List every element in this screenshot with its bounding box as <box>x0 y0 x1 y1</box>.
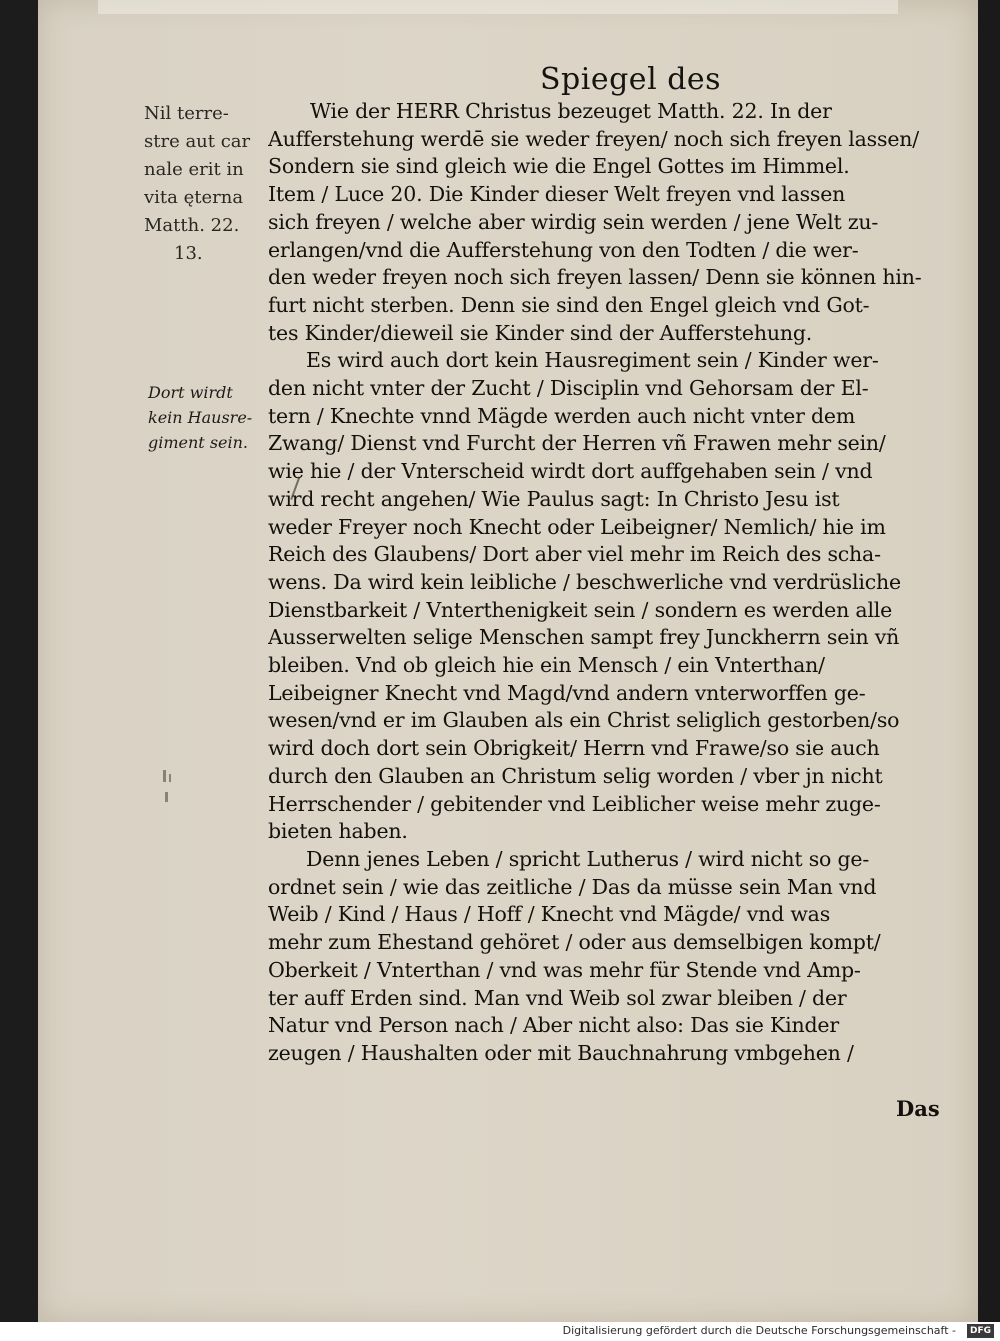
text-line: tes Kinder/dieweil sie Kinder sind der Aufferstehung. <box>268 320 813 345</box>
margin-note-line: kein Hausre- <box>148 408 253 427</box>
edge-marks <box>163 770 177 810</box>
text-line: Item / Luce 20. Die Kinder dieser Welt freyen vnd lassen <box>268 182 846 207</box>
text-line: Zwang/ Dienst vnd Furcht der Herren vñ Frawen mehr sein/ <box>268 431 886 456</box>
margin-notes <box>104 100 274 452</box>
text-line: Herrschender / gebitender vnd Leiblicher weise mehr zuge- <box>268 791 881 816</box>
text-line: Natur vnd Person nach / Aber nicht also: Das sie Kinder <box>268 1013 839 1038</box>
text-line: Dienstbarkeit / Vnterthenigkeit sein / sondern es werden alle <box>268 597 893 622</box>
text-line: wird recht angehen/ Wie Paulus sagt: In Christo Jesu ist <box>268 486 840 511</box>
text-line: den weder freyen noch sich freyen lassen/ Denn sie können hin- <box>268 265 922 290</box>
running-head: Spiegel des <box>540 62 722 97</box>
margin-note-line: Dort wirdt <box>148 383 233 402</box>
text-line: erlangen/vnd die Aufferstehung von den Todten / die wer- <box>268 237 859 262</box>
text-line: zeugen / Haushalten oder mit Bauchnahrung vmbgehen / <box>268 1040 854 1065</box>
text-line: furt nicht sterben. Denn sie sind den Engel gleich vnd Got- <box>268 292 870 317</box>
footer-bar <box>0 1322 1000 1341</box>
text-line: den nicht vnter der Zucht / Disciplin vnd Gehorsam der El- <box>268 376 869 401</box>
text-line: wens. Da wird kein leibliche / beschwerliche vnd verdrüsliche <box>268 569 901 594</box>
margin-note-german <box>148 380 278 455</box>
margin-note-line: 13. <box>174 243 203 264</box>
body-text <box>268 98 968 1068</box>
text-line: Weib / Kind / Haus / Hoff / Knecht vnd Mägde/ vnd was <box>268 902 831 927</box>
margin-note-line: Matth. 22. <box>144 215 240 236</box>
text-line: Wie der HERR Christus bezeuget Matth. 22. In der <box>310 99 832 123</box>
text-line: bieten haben. <box>268 819 408 844</box>
text-line: Sondern sie sind gleich wie die Engel Gottes im Himmel. <box>268 154 850 179</box>
text-line: durch den Glauben an Christum selig worden / vber jn nicht <box>268 763 883 788</box>
margin-note-line: stre aut car <box>144 131 251 152</box>
text-line: Es wird auch dort kein Hausregiment sein / Kinder wer- <box>306 348 879 373</box>
text-line: weder Freyer noch Knecht oder Leibeigner/ Nemlich/ hie im <box>268 514 886 539</box>
margin-note-line: vita ęterna <box>144 187 244 208</box>
text-line: tern / Knechte vnnd Mägde werden auch nicht vnter dem <box>268 403 856 428</box>
text-line: Aufferstehung werdē sie weder freyen/ noch sich freyen lassen/ <box>268 126 919 151</box>
text-line: wie hie / der Vnterscheid wirdt dort auffgehaben sein / vnd <box>268 459 873 484</box>
text-line: Oberkeit / Vnterthan / vnd was mehr für Stende vnd Amp- <box>268 957 861 982</box>
margin-note-latin <box>144 100 274 268</box>
text-line: Denn jenes Leben / spricht Lutherus / wird nicht so ge- <box>306 846 870 871</box>
text-line: wird doch dort sein Obrigkeit/ Herrn vnd Frawe/so sie auch <box>268 736 880 761</box>
footer-credit: Digitalisierung gefördert durch die Deutsche Forschungsgemeinschaft - <box>562 1324 956 1337</box>
scan-right-edge <box>978 0 1000 1322</box>
text-line: bleiben. Vnd ob gleich hie ein Mensch / ein Vnterthan/ <box>268 653 825 678</box>
catchword: Das <box>896 1096 940 1121</box>
text-line: Reich des Glaubens/ Dort aber viel mehr im Reich des scha- <box>268 542 881 567</box>
text-line: ter auff Erden sind. Man vnd Weib sol zwar bleiben / der <box>268 985 847 1010</box>
text-line: Leibeigner Knecht vnd Magd/vnd andern vnterworffen ge- <box>268 680 866 705</box>
text-line: wesen/vnd er im Glauben als ein Christ seliglich gestorben/so <box>268 708 900 733</box>
margin-note-line: Nil terre- <box>144 103 229 124</box>
margin-note-line: giment sein. <box>148 433 249 452</box>
text-line: sich freyen / welche aber wirdig sein werden / jene Welt zu- <box>268 209 879 234</box>
text-line: Ausserwelten selige Menschen sampt frey Junckherrn sein vñ <box>268 625 900 650</box>
text-line: mehr zum Ehestand gehöret / oder aus demselbigen kompt/ <box>268 930 881 955</box>
margin-note-line: nale erit in <box>144 159 244 180</box>
text-line: ordnet sein / wie das zeitliche / Das da müsse sein Man vnd <box>268 874 877 899</box>
dfg-logo: DFG <box>967 1324 994 1338</box>
